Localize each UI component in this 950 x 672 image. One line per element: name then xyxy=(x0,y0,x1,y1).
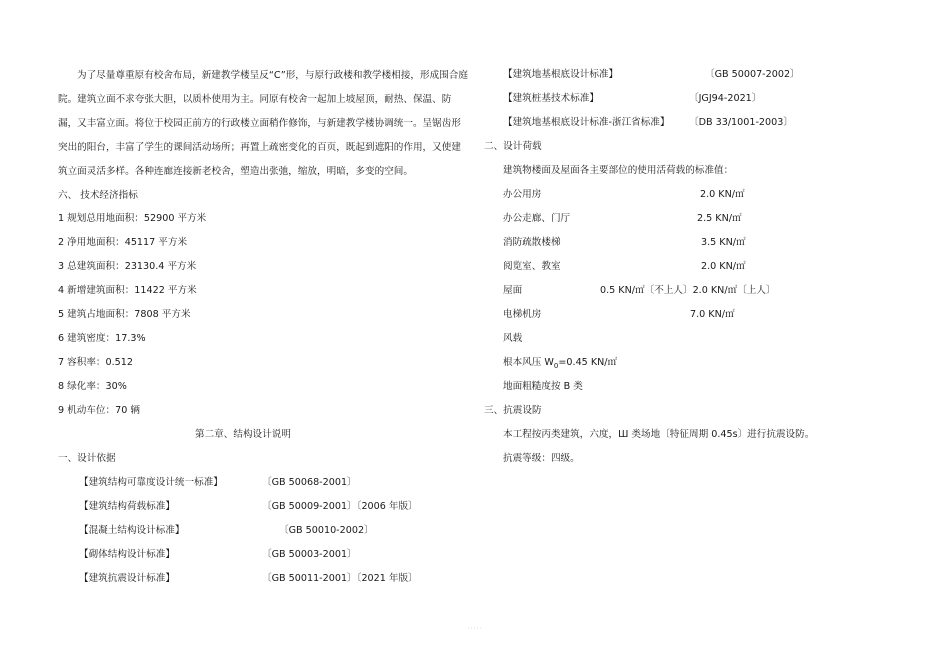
load-value: 3.5 KN/㎡ xyxy=(701,237,746,248)
standard-name: 【建筑地基根底设计标准】 xyxy=(503,69,619,80)
seismic-text: 本工程按丙类建筑，六度，Ш 类场地〔特征周期 0.45s〕进行抗震设防。 xyxy=(503,429,815,440)
chapter-title: 第二章、结构设计说明 xyxy=(195,429,291,440)
standard-name: 【混凝土结构设计标准】 xyxy=(79,525,185,536)
standard-name: 【建筑结构可靠度设计统一标准】 xyxy=(79,477,223,488)
standard-name: 【建筑结构荷载标准】 xyxy=(79,501,175,512)
indicator-item: 8 绿化率：30% xyxy=(58,381,127,392)
standard-code: 〔GB 50007-2002〕 xyxy=(705,69,800,80)
load-value: 7.0 KN/㎡ xyxy=(690,309,735,320)
standard-code: 〔GB 50068-2001〕 xyxy=(262,477,357,488)
load-value: 2.0 KN/㎡ xyxy=(701,261,746,272)
load-label: 消防疏散楼梯 xyxy=(503,237,561,248)
seismic-grade: 抗震等级：四级。 xyxy=(503,453,580,464)
load-label: 电梯机房 xyxy=(503,309,542,320)
terrain-class: 地面粗糙度按 B 类 xyxy=(503,381,583,392)
footer-dots-icon xyxy=(468,627,482,629)
indicator-item: 9 机动车位：70 辆 xyxy=(58,405,140,416)
indicator-item: 5 建筑占地面积：7808 平方米 xyxy=(58,309,191,320)
indicator-item: 7 容积率：0.512 xyxy=(58,357,133,368)
standard-name: 【建筑地基根底设计标准-浙江省标准】 xyxy=(503,117,670,128)
standard-code: 〔DB 33/1001-2003〕 xyxy=(689,117,793,128)
load-value: 2.5 KN/㎡ xyxy=(697,213,742,224)
standard-code: 〔JGJ94-2021〕 xyxy=(689,93,762,104)
section1-heading: 一、设计依据 xyxy=(58,453,116,464)
indicator-item: 3 总建筑面积：23130.4 平方米 xyxy=(58,261,197,272)
standard-name: 【建筑抗震设计标准】 xyxy=(79,573,175,584)
standard-name: 【建筑桩基技术标准】 xyxy=(503,93,599,104)
standard-code: 〔GB 50010-2002〕 xyxy=(279,525,374,536)
section2-heading: 二、设计荷载 xyxy=(484,141,542,152)
load-value: 2.0 KN/㎡ xyxy=(700,189,745,200)
wind-heading: 风载 xyxy=(503,333,523,344)
load-label: 阅览室、教室 xyxy=(503,261,561,272)
wind-pressure: 根本风压 $W_0=0.45$ KN/㎡ xyxy=(503,357,618,370)
standard-name: 【砌体结构设计标准】 xyxy=(79,549,175,560)
load-label: 办公走廊、门厅 xyxy=(503,213,571,224)
indicator-item: 1 规划总用地面积：52900 平方米 xyxy=(58,213,207,224)
page-footer-mark xyxy=(468,624,482,626)
indicator-item: 4 新增建筑面积：11422 平方米 xyxy=(58,285,197,296)
indicator-item: 6 建筑密度：17.3% xyxy=(58,333,146,344)
indicator-item: 2 净用地面积：45117 平方米 xyxy=(58,237,188,248)
section6-heading: 六、 技术经济指标 xyxy=(58,190,138,201)
load-value: 0.5 KN/㎡〔不上人〕2.0 KN/㎡〔上人〕 xyxy=(600,285,776,296)
standard-code: 〔GB 50003-2001〕 xyxy=(262,549,357,560)
load-label: 屋面 xyxy=(503,285,523,296)
standard-code: 〔GB 50009-2001〕〔2006 年版〕 xyxy=(262,501,418,512)
section3-heading: 三、抗震设防 xyxy=(484,405,542,416)
standard-code: 〔GB 50011-2001〕〔2021 年版〕 xyxy=(262,573,418,584)
loads-intro: 建筑物楼面及屋面各主要部位的使用活荷载的标准值： xyxy=(503,165,734,176)
intro-paragraph: 为了尽量尊重原有校舍布局，新建教学楼呈反“C”形，与原行政楼和教学楼相接，形成围合庭院。建筑立面不求夸张大胆，以质朴使用为主。同原有校舍一起加上坡屋顶，耐热、保温、防漏，又丰富立面。将位于校园正前方的行政楼立面稍作修饰，与新建教学楼协调统一。呈锯齿形突出的阳台，丰富了学生的课间活动场所；再置上疏密变化的百页，既起到遮阳的作用，又使建筑立面灵活多样。各种连廊连接新老校舍，塑造出张弛，缩放，明暗，多变的空间。 xyxy=(58,70,468,177)
load-label: 办公用房 xyxy=(503,189,542,200)
